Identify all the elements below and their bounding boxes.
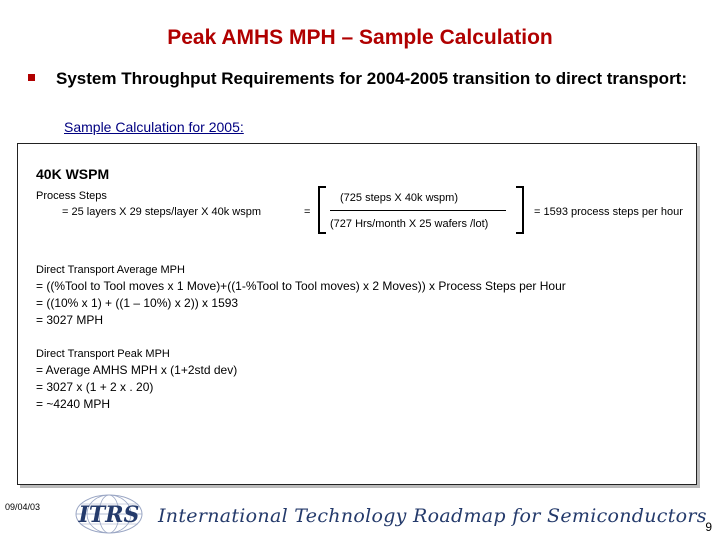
- fraction-numerator: (725 steps X 40k wspm): [340, 192, 458, 204]
- avg-mph-label: Direct Transport Average MPH: [36, 264, 185, 276]
- equals-sign: =: [304, 206, 311, 218]
- avg-mph-line3: = 3027 MPH: [36, 313, 104, 327]
- square-bullet-icon: [28, 74, 35, 81]
- wspm-heading: 40K WSPM: [36, 166, 110, 182]
- itrs-logo: [74, 493, 144, 535]
- footer-date: 09/04/03: [5, 502, 41, 512]
- result-text: = 1593 process steps per hour: [534, 206, 683, 218]
- bullet-text: System Throughput Requirements for 2004-2005 transition to direct transport:: [56, 69, 688, 88]
- process-steps-formula: = 25 layers X 29 steps/layer X 40k wspm: [62, 206, 262, 218]
- peak-mph-line2: = 3027 x (1 + 2 x . 20): [36, 380, 154, 394]
- itrs-logo-text: ITRS: [78, 502, 140, 528]
- peak-mph-label: Direct Transport Peak MPH: [36, 348, 170, 360]
- page-number: 9: [705, 520, 712, 534]
- right-bracket: [516, 186, 524, 234]
- fraction-line: [330, 210, 506, 211]
- avg-mph-line2: = ((10% x 1) + ((1 – 10%) x 2)) x 1593: [36, 296, 239, 310]
- process-steps-label: Process Steps: [36, 190, 107, 202]
- slide-title: Peak AMHS MPH – Sample Calculation: [167, 26, 553, 49]
- left-bracket: [318, 186, 326, 234]
- calculation-box: [17, 143, 697, 485]
- avg-mph-line1: = ((%Tool to Tool moves x 1 Move)+((1-%Tool to Tool moves) x 2 Moves)) x Process Steps per Hour: [36, 279, 566, 293]
- sample-calculation-link[interactable]: Sample Calculation for 2005:: [64, 119, 244, 135]
- footer-org-title: International Technology Roadmap for Semiconductors: [158, 505, 707, 527]
- peak-mph-line3: = ~4240 MPH: [36, 397, 111, 411]
- peak-mph-line1: = Average AMHS MPH x (1+2std dev): [36, 363, 238, 377]
- fraction-denominator: (727 Hrs/month X 25 wafers /lot): [330, 218, 489, 230]
